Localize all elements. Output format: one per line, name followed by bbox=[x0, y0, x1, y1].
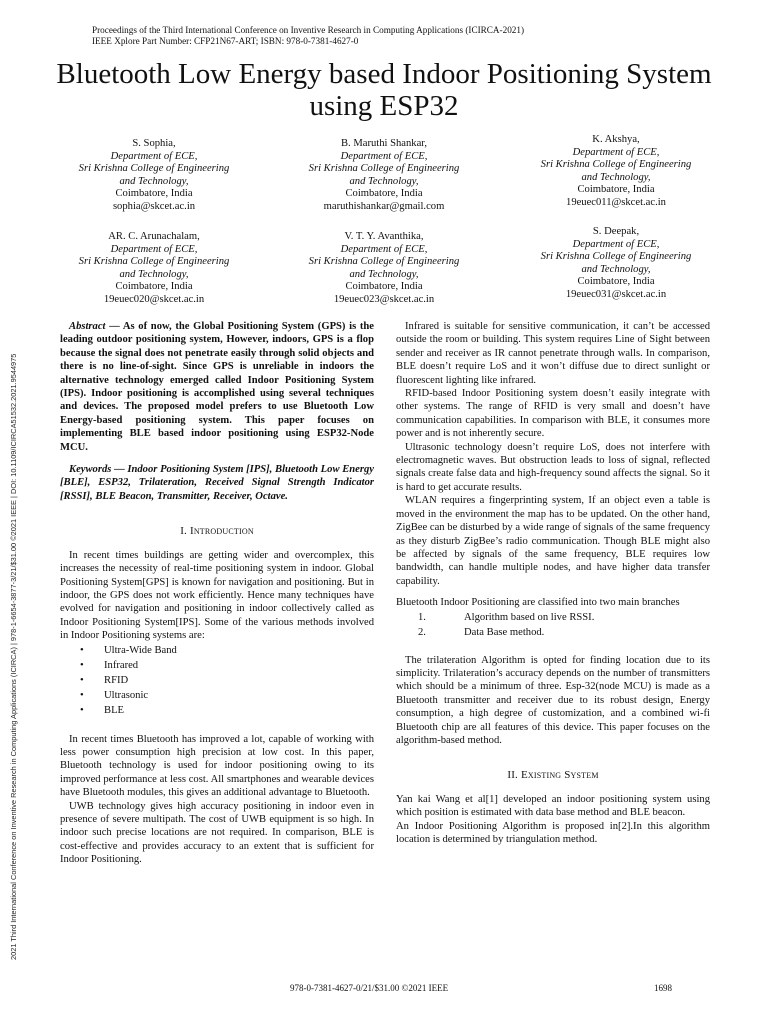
author-dept: Department of ECE, bbox=[572, 146, 660, 158]
author-email: sophia@skcet.ac.in bbox=[112, 200, 196, 212]
left-column bbox=[60, 320, 374, 867]
section-heading-introduction bbox=[60, 525, 374, 538]
paragraph: WLAN requires a fingerprinting system, If an object even a table is moved in the environment the map has to be updated. On the other hand, ZigBee can be disturbed by a wide range of signals of the same frequency as they disturb ZigBee’s radio communication. Though BLE might also be affected by signals of the same frequency, BLE requires low bandwidth, can handle multiple nodes, and have higher data transfer capability. bbox=[396, 495, 710, 587]
keywords-label: Keywords bbox=[69, 464, 112, 476]
author-block bbox=[44, 231, 264, 307]
section-number: II. bbox=[507, 769, 519, 782]
author-city: Coimbatore, India bbox=[577, 184, 655, 196]
author-email: maruthishankar@gmail.com bbox=[323, 200, 445, 212]
author-block bbox=[506, 226, 726, 302]
section-heading-existing-system bbox=[396, 769, 710, 782]
author-block bbox=[506, 134, 726, 210]
list-item: 2. Data Base method. bbox=[418, 626, 545, 638]
proceedings-header: Proceedings of the Third International Conference on Inventive Research in Computing Applications (ICIRCA-2021) bbox=[92, 25, 525, 35]
author-college: Sri Krishna College of Engineering bbox=[540, 159, 692, 171]
page-number: 1698 bbox=[654, 983, 672, 993]
list-item: • Infrared bbox=[80, 658, 374, 673]
author-city: Coimbatore, India bbox=[115, 188, 193, 200]
author-college: Sri Krishna College of Engineering bbox=[78, 163, 230, 175]
author-city: Coimbatore, India bbox=[115, 281, 193, 293]
paragraph: In recent times buildings are getting wider and overcomplex, this increases the necessity of real-time positioning system in indoor. Global Positioning System[GPS] is known for navigation and positioning. But in indoor, the GPS does not work efficiently. Hence many techniques have evolved for navigation and positioning in indoor collectively called as Indoor Positioning System[IPS]. Some of the various methods involved in Indoor Positioning systems are: bbox=[60, 549, 374, 642]
abstract bbox=[60, 320, 374, 454]
author-college-cont: and Technology, bbox=[581, 171, 651, 183]
list-item: • BLE bbox=[80, 703, 374, 718]
paragraph: Ultrasonic technology doesn’t require LoS, does not interfere with electromagnetic waves. But obstruction leads to loss of signal, reflected signals create false data and high-frequency sound affects the signal. So it is hard to get accurate results. bbox=[396, 441, 710, 493]
author-dept: Department of ECE, bbox=[340, 243, 428, 255]
methods-list bbox=[60, 643, 374, 719]
author-email: 19euec023@skcet.ac.in bbox=[333, 293, 435, 305]
author-college: Sri Krishna College of Engineering bbox=[308, 163, 460, 175]
bullet-icon: • bbox=[80, 705, 84, 717]
paragraph: RFID-based Indoor Positioning system doesn’t easily integrate with other systems. The range of RFID is very small and doesn’t have communication capabilities. In comparison with BLE, it consumes more power and is not inherently secure. bbox=[396, 388, 710, 440]
paragraph: UWB technology gives high accuracy positioning in indoor even in presence of severe multipath. The cost of UWB equipment is so high. In indoor such precise locations are not required. In comparison, BLE is cost-effective and provides accuracy to an extent that is sufficient for Indoor Positioning. bbox=[60, 800, 374, 866]
author-name: AR. C. Arunachalam, bbox=[108, 231, 200, 242]
author-block bbox=[274, 138, 494, 214]
bullet-icon: • bbox=[80, 674, 84, 686]
author-name: V. T. Y. Avanthika, bbox=[344, 231, 424, 242]
list-item: 1. Algorithm based on live RSSI. bbox=[418, 611, 595, 623]
author-college-cont: and Technology, bbox=[119, 175, 189, 187]
paper-title: Bluetooth Low Energy based Indoor Positioning System using ESP32 bbox=[56, 58, 712, 122]
section-title: Existing System bbox=[520, 769, 599, 782]
author-block bbox=[274, 231, 494, 307]
bullet-icon: • bbox=[80, 659, 84, 671]
author-name: S. Sophia, bbox=[132, 138, 176, 149]
author-city: Coimbatore, India bbox=[577, 276, 655, 288]
paragraph: Bluetooth Indoor Positioning are classified into two main branches bbox=[396, 597, 680, 609]
author-college-cont: and Technology, bbox=[349, 268, 419, 280]
author-email: 19euec011@skcet.ac.in bbox=[566, 196, 666, 208]
author-college: Sri Krishna College of Engineering bbox=[78, 256, 230, 268]
author-college-cont: and Technology, bbox=[119, 268, 189, 280]
abstract-text: — As of now, the Global Positioning System (GPS) is the leading outdoor positioning system, However, indoors, GPS is a flop because the signal does not penetrate easily through solid objects and there is no line-of-sight. Since GPS is unreliable in indoors the alternative technology emerged called Indoor Positioning System (IPS). Indoor positioning is accomplished using several techniques and devices. The proposed model prefers to use Bluetooth Low Energy-based positioning system. This paper focuses on implementing BLE based indoor positioning using ESP32-Node MCU. bbox=[60, 321, 374, 453]
list-item: • RFID bbox=[80, 673, 374, 688]
author-dept: Department of ECE, bbox=[110, 243, 198, 255]
right-column bbox=[396, 320, 710, 846]
paragraph: In recent times Bluetooth has improved a lot, capable of working with less power consumption high precision at low cost. In this paper, Bluetooth technology is used for indoor positioning owing to its improved performance at less cost. All smartphones and wearable devices have Bluetooth modules, this gives an additional advantage to Bluetooth. bbox=[60, 733, 374, 799]
author-college: Sri Krishna College of Engineering bbox=[308, 256, 460, 268]
abstract-label: Abstract bbox=[69, 321, 106, 332]
author-dept: Department of ECE, bbox=[110, 150, 198, 162]
paragraph: Infrared is suitable for sensitive communication, it can’t be accessed outside the room or building. This system requires Line of Sight between sender and receiver as IR cannot penetrate through walls. In comparison, BLE doesn’t require LoS and it won’t diffuse due to direct sunlight or fluorescent lighting like infrared. bbox=[396, 321, 710, 386]
isbn-header: IEEE Xplore Part Number: CFP21N67-ART; ISBN: 978-0-7381-4627-0 bbox=[92, 36, 359, 46]
author-block bbox=[44, 138, 264, 214]
list-item: • Ultrasonic bbox=[80, 688, 374, 703]
keywords bbox=[60, 463, 374, 503]
copyright-footer: 978-0-7381-4627-0/21/$31.00 ©2021 IEEE bbox=[290, 983, 449, 993]
section-title: Introduction bbox=[189, 525, 254, 538]
keywords-text: — Indoor Positioning System [IPS], Bluetooth Low Energy [BLE], ESP32, Trilateration, Received Signal Strength Indicator [RSSI], BLE Beacon, Transmitter, Receiver, Octave. bbox=[60, 464, 374, 502]
author-email: 19euec020@skcet.ac.in bbox=[103, 293, 205, 305]
author-college: Sri Krishna College of Engineering bbox=[540, 251, 692, 263]
side-doi-identifier: 2021 Third International Conference on Inventive Research in Computing Applications (ICIRCA) | 978-1-6654-3877-3/21/$31.00 ©2021 IEEE | DOI: 10.1109/ICIRCA51532.2021.9544975 bbox=[9, 353, 18, 960]
bullet-icon: • bbox=[80, 644, 84, 656]
section-number: I. bbox=[180, 525, 188, 538]
author-email: 19euec031@skcet.ac.in bbox=[565, 288, 667, 300]
author-city: Coimbatore, India bbox=[345, 188, 423, 200]
author-college-cont: and Technology, bbox=[349, 175, 419, 187]
author-dept: Department of ECE, bbox=[340, 150, 428, 162]
paragraph: The trilateration Algorithm is opted for finding location due to its simplicity. Trilateration’s accuracy depends on the number of transmitters which should be a minimum of three. Esp-32(node MCU) is made as a Bluetooth transmitter and receiver due to its robust design, Energy consumption, a high degree of customization, and a combined wi-fi Bluetooth chip are all features of this device. This paper focuses on the algorithm-based method. bbox=[396, 654, 710, 746]
author-name: K. Akshya, bbox=[592, 134, 640, 145]
author-dept: Department of ECE, bbox=[572, 238, 660, 250]
author-city: Coimbatore, India bbox=[345, 281, 423, 293]
author-name: B. Maruthi Shankar, bbox=[340, 138, 428, 149]
bullet-icon: • bbox=[80, 690, 84, 702]
author-name: S. Deepak, bbox=[592, 226, 640, 237]
list-item: • Ultra-Wide Band bbox=[80, 643, 374, 658]
paragraph: Yan kai Wang et al[1] developed an indoor positioning system using which position is estimated with data base method and BLE beacon. bbox=[396, 793, 710, 819]
author-college-cont: and Technology, bbox=[581, 263, 651, 275]
branches-list bbox=[396, 610, 710, 640]
paragraph: An Indoor Positioning Algorithm is proposed in[2].In this algorithm location is determined by triangulation method. bbox=[396, 820, 710, 845]
